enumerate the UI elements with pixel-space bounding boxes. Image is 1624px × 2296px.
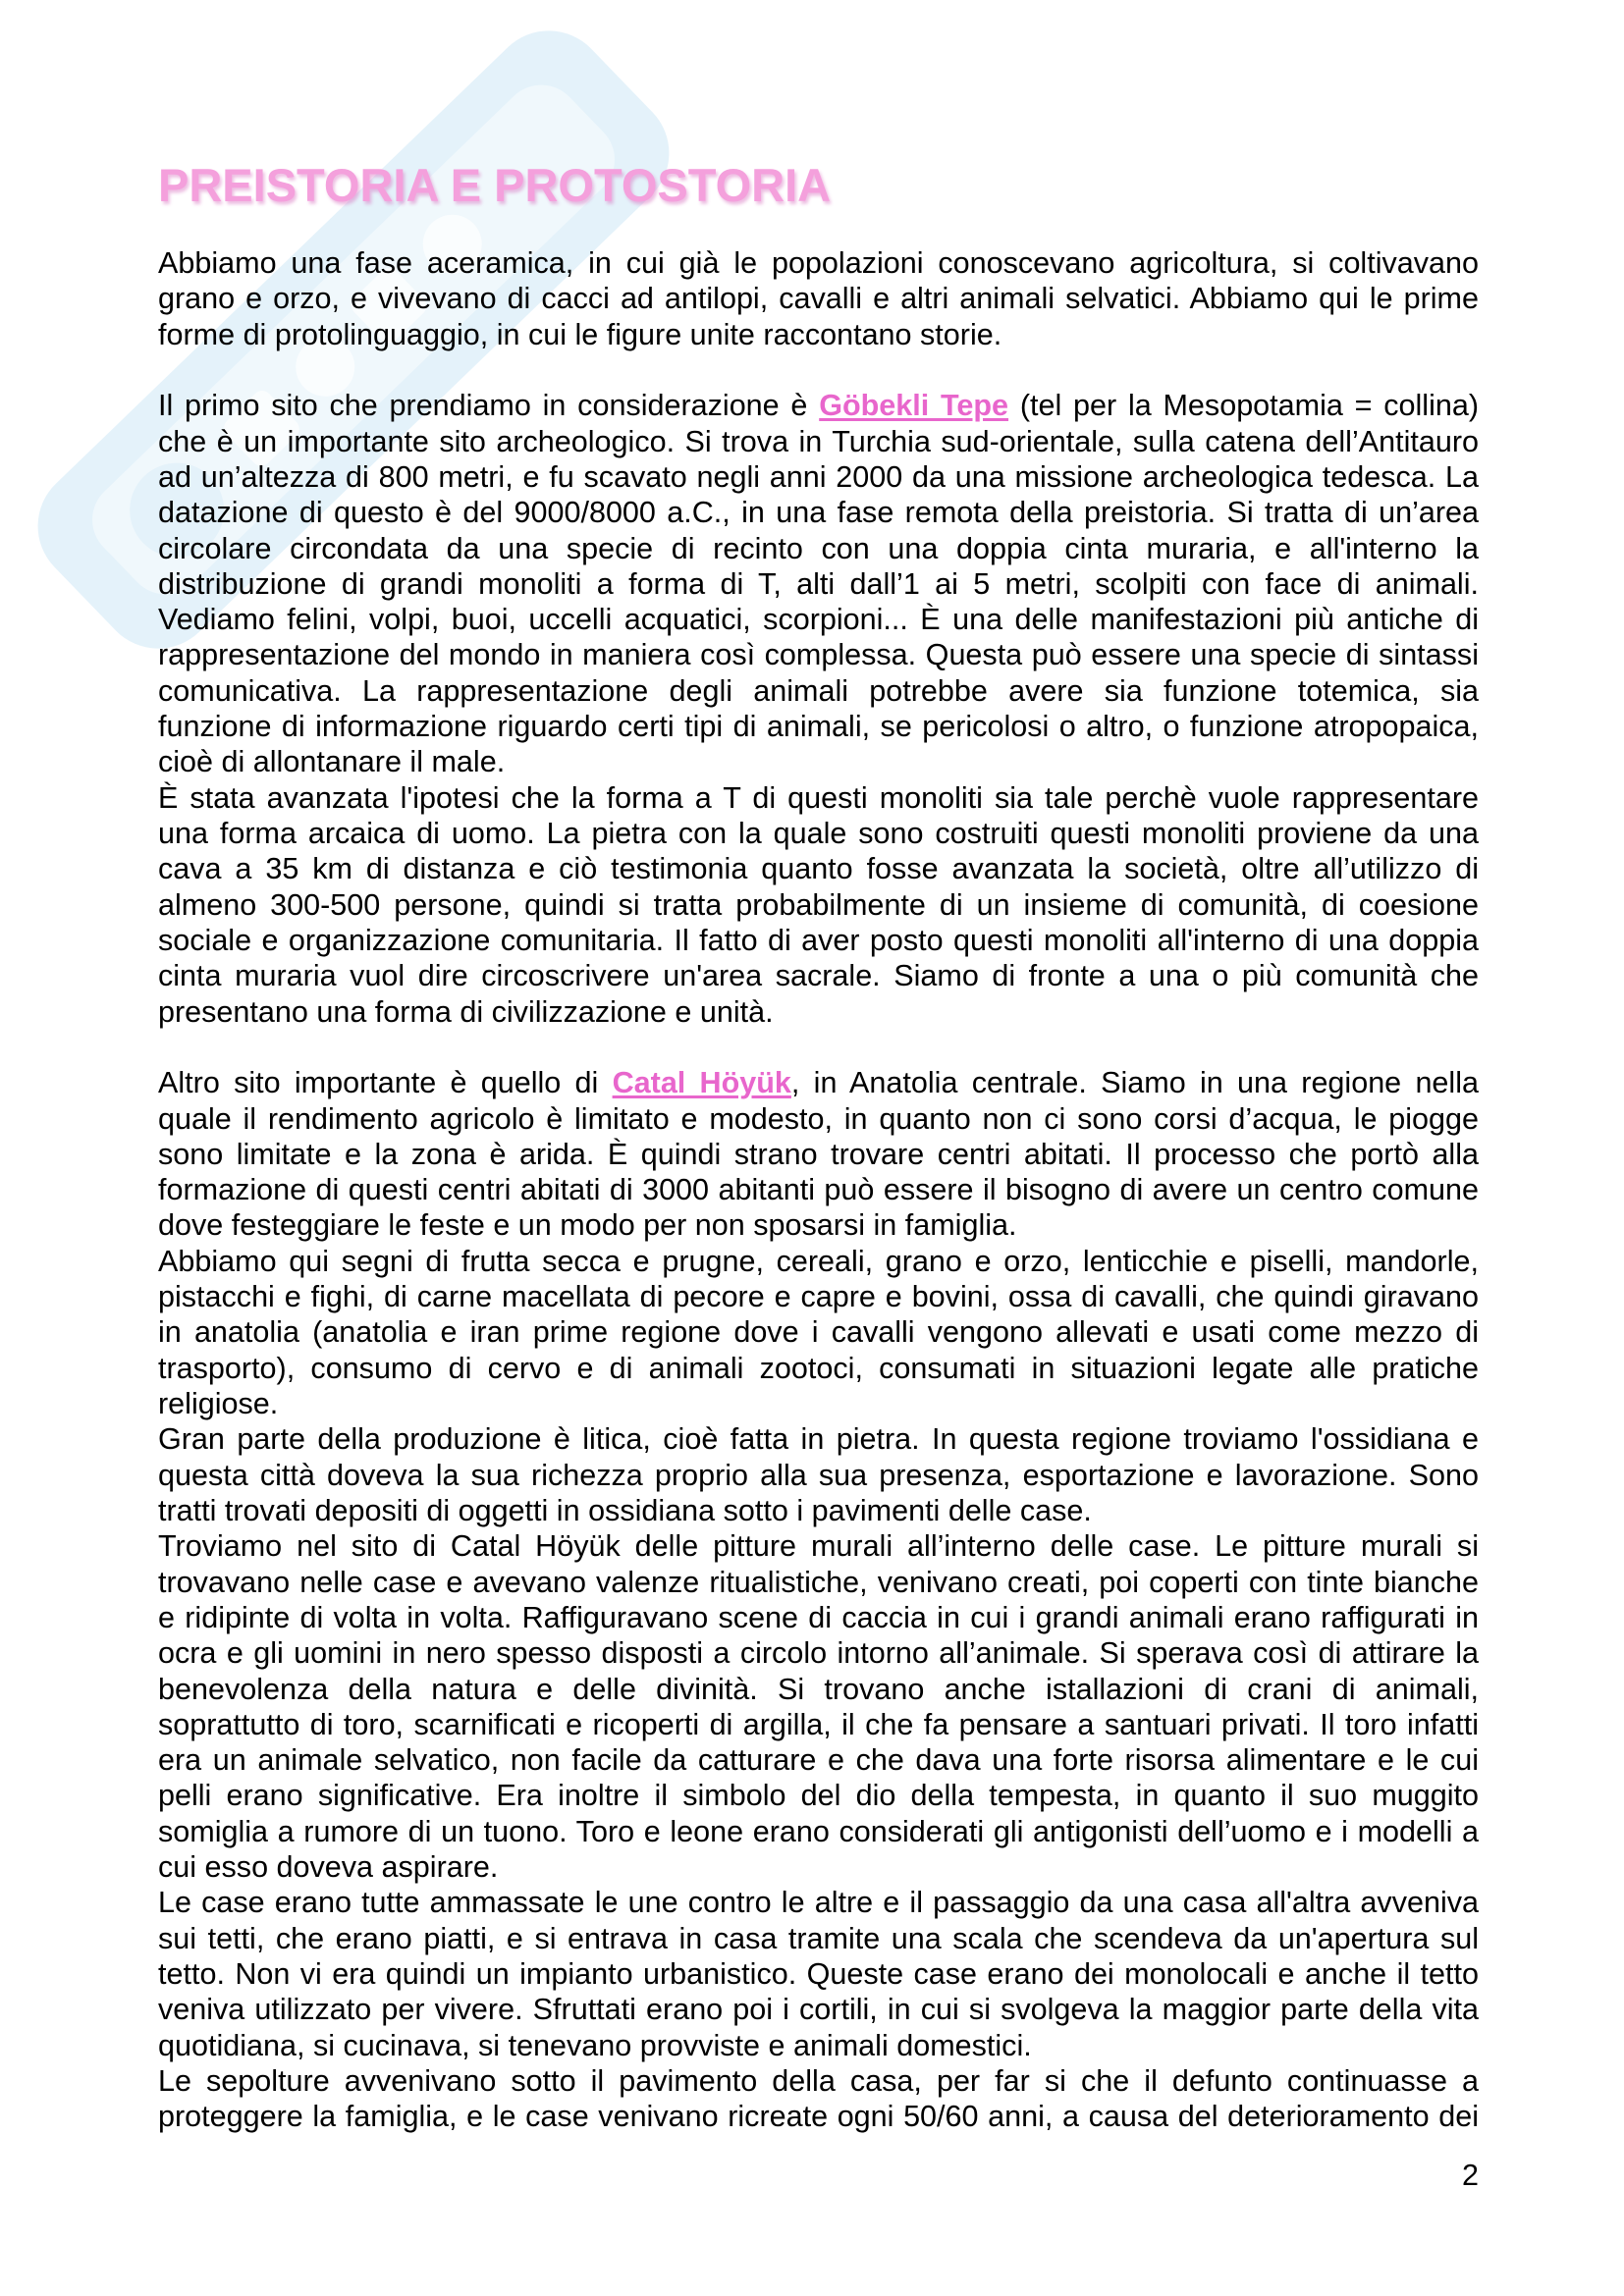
- text-line: dove festeggiare le feste e un modo per non sposarsi in famiglia.: [158, 1208, 1017, 1243]
- text-line: presentano una forma di civilizzazione e unità.: [158, 994, 774, 1029]
- text-line: È stata avanzata l'ipotesi che la forma a T di questi monoliti sia tale perchè vuole rappresentare: [158, 780, 1479, 815]
- text-line: Troviamo nel sito di Catal Höyük delle pitture murali all’interno delle case. Le pitture murali si: [158, 1529, 1479, 1564]
- text-line: soprattutto di toro, scarnificati e ricoperti di argilla, il che fa pensare a santuari privati. Il toro infatti: [158, 1707, 1479, 1741]
- text-line: questa città doveva la sua richezza proprio alla sua presenza, esportazione e lavorazione. Sono: [158, 1458, 1479, 1492]
- paragraph: [158, 1421, 1479, 1528]
- text-line: trovavano nelle case e avevano valenze ritualistiche, venivano creati, poi coperti con tinte bianche: [158, 1565, 1479, 1599]
- text-line: datazione di questo è del 9000/8000 a.C., in una fase remota della preistoria. Si tratta di un’area: [158, 496, 1479, 530]
- text-line: tratti trovati depositi di oggetti in ossidiana sotto i pavimenti delle case.: [158, 1493, 1092, 1527]
- text-line: funzione di informazione riguardo certi tipi di animali, se pericolosi o altro, o funzione atropopaica,: [158, 710, 1479, 744]
- paragraph: [158, 388, 1479, 779]
- text-line: quotidiana, si cucinava, si tenevano provviste e animali domestici.: [158, 2028, 1032, 2062]
- text-line: benevolenza della natura e delle divinità. Si trovano anche istallazioni di crani di animali,: [158, 1672, 1479, 1706]
- text-line: rappresentazione del mondo in maniera così complessa. Questa può essere una specie di sintassi: [158, 638, 1479, 672]
- document-body: [158, 245, 1479, 2135]
- text-line: grano e orzo, e vivevano di cacci ad antilopi, cavalli e altri animali selvatici. Abbiamo qui le prime: [158, 282, 1479, 316]
- site-name-catal-hoyuk: Catal Höyük: [612, 1066, 791, 1100]
- text-line: sono limitate e la zona è arida. È quindi strano trovare centri abitati. Il processo che portò alla: [158, 1137, 1479, 1171]
- text-line: sociale e organizzazione comunitaria. Il fatto di aver posto questi monoliti all'interno di una doppia: [158, 923, 1479, 957]
- text-line: sui tetti, che erano piatti, e si entrava in casa tramite una scala che scendeva da un'apertura sul: [158, 1921, 1479, 1955]
- text-line: pelli erano significative. Era inoltre il simbolo del dio della tempesta, in quanto il suo muggito: [158, 1779, 1479, 1813]
- text-line: forme di protolinguaggio, in cui le figure unite raccontano storie.: [158, 317, 1002, 351]
- text-line: distribuzione di grandi monoliti a forma di T, alti dall’1 ai 5 metri, scolpiti con face di animali.: [158, 566, 1479, 601]
- text-segment: (tel per la Mesopotamia = collina): [1008, 389, 1480, 423]
- text-line: Abbiamo una fase aceramica, in cui già le popolazioni conoscevano agricoltura, si coltivavano: [158, 246, 1479, 280]
- text-line: formazione di questi centri abitati di 3000 abitanti può essere il bisogno di avere un centro comune: [158, 1173, 1479, 1207]
- text-segment: Altro sito importante è quello di: [158, 1066, 613, 1100]
- paragraph: [158, 245, 1479, 352]
- text-line: Vediamo felini, volpi, buoi, uccelli acquatici, scorpioni... È una delle manifestazioni più antiche di: [158, 603, 1479, 637]
- text-line: religiose.: [158, 1387, 279, 1420]
- text-line: [158, 388, 1479, 423]
- text-line: Le case erano tutte ammassate le une contro le altre e il passaggio da una casa all'altra avveniva: [158, 1886, 1479, 1920]
- text-line: pistacchi e fighi, di carne macellata di pecore e capre e bovini, ossa di cavalli, che quindi giravano: [158, 1280, 1479, 1314]
- text-line: ocra e gli uomini in nero spesso disposti a circolo intorno all’animale. Si sperava così di attirare la: [158, 1636, 1479, 1671]
- text-line: cioè di allontanare il male.: [158, 745, 506, 779]
- page-number: 2: [1462, 2159, 1479, 2192]
- site-name-gobekli-tepe: Göbekli Tepe: [819, 389, 1009, 423]
- paragraph: [158, 1528, 1479, 1885]
- text-line: comunicativa. La rappresentazione degli animali potrebbe avere sia funzione totemica, sia: [158, 673, 1479, 708]
- text-line: era un animale selvatico, non facile da catturare e che dava una forte risorsa alimentare e le cui: [158, 1743, 1479, 1778]
- paragraph: [158, 780, 1479, 1030]
- text-line: tetto. Non vi era quindi un impianto urbanistico. Queste case erano dei monolocali e anche il tetto: [158, 1957, 1479, 1991]
- text-line: Abbiamo qui segni di frutta secca e prugne, cereali, grano e orzo, lenticchie e piselli, mandorle,: [158, 1244, 1479, 1278]
- text-line: e ridipinte di volta in volta. Raffiguravano scene di caccia in cui i grandi animali erano raffigurati in: [158, 1600, 1479, 1634]
- text-line: cui esso doveva aspirare.: [158, 1850, 499, 1885]
- paragraph: [158, 1065, 1479, 1244]
- text-line: quale il rendimento agricolo è limitato e modesto, in quanto non ci sono corsi d’acqua, le piogge: [158, 1101, 1479, 1136]
- paragraph: [158, 2063, 1479, 2135]
- text-line: proteggere la famiglia, e le case venivano ricreate ogni 50/60 anni, a causa del deterioramento dei: [158, 2100, 1479, 2134]
- text-line: circolare circondata da una specie di recinto con una doppia cinta muraria, e all'interno la: [158, 531, 1479, 565]
- text-line: una forma arcaica di uomo. La pietra con la quale sono costruiti questi monoliti proviene da una: [158, 817, 1479, 850]
- text-segment: , in Anatolia centrale. Siamo in una regione nella: [790, 1066, 1479, 1100]
- text-line: in anatolia (anatolia e iran prime regione dove i cavalli vengono allevati e usati come mezzo di: [158, 1315, 1479, 1350]
- text-line: almeno 300-500 persone, quindi si tratta probabilmente di un insieme di comunità, di coesione: [158, 887, 1479, 922]
- text-line: Le sepolture avvenivano sotto il pavimento della casa, per far si che il defunto continuasse a: [158, 2063, 1479, 2098]
- text-line: cinta muraria vuol dire circoscrivere un'area sacrale. Siamo di fronte a una o più comunità che: [158, 959, 1479, 993]
- paragraph: [158, 1244, 1479, 1422]
- text-line: trasporto), consumo di cervo e di animali zootoci, consumati in situazioni legate alle pratiche: [158, 1351, 1479, 1385]
- text-line: Gran parte della produzione è litica, cioè fatta in pietra. In questa regione troviamo l'ossidiana e: [158, 1422, 1479, 1457]
- text-line: [158, 1065, 1479, 1100]
- page-title: PREISTORIA E PROTOSTORIA: [158, 159, 832, 211]
- paragraph: [158, 1885, 1479, 2063]
- text-line: somiglia a rumore di un tuono. Toro e leone erano considerati gli antigonisti dell’uomo e i modelli a: [158, 1814, 1479, 1848]
- text-line: ad un’altezza di 800 metri, e fu scavato negli anni 2000 da una missione archeologica tedesca. La: [158, 459, 1479, 494]
- text-line: che è un importante sito archeologico. Si trova in Turchia sud-orientale, sulla catena dell’Antitauro: [158, 424, 1479, 458]
- text-line: veniva utilizzato per vivere. Sfruttati erano poi i cortili, in cui si svolgeva la maggior parte della vita: [158, 1993, 1479, 2027]
- text-segment: Il primo sito che prendiamo in considerazione è: [158, 389, 820, 423]
- text-line: cava a 35 km di distanza e ciò testimonia quanto fosse avanzata la società, oltre all’utilizzo di: [158, 852, 1479, 886]
